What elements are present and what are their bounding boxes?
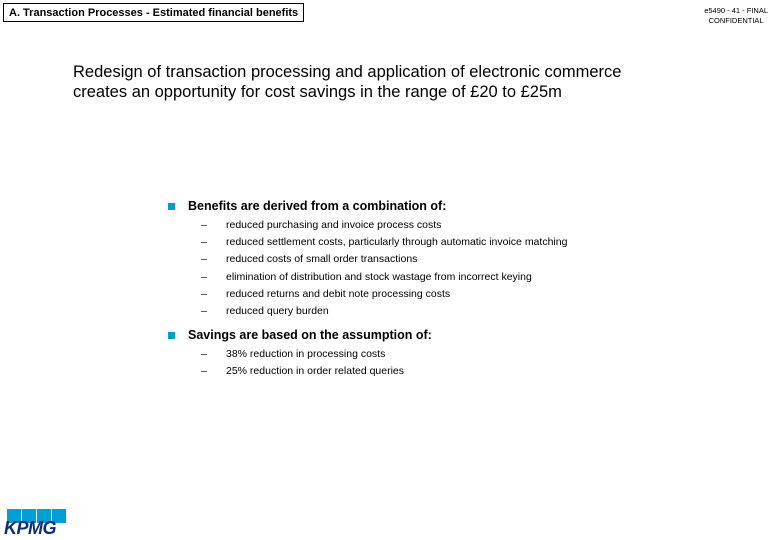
dash-bullet: –: [201, 270, 207, 283]
savings-group: [168, 326, 432, 380]
headline-line-2: creates an opportunity for cost savings in the range of £20 to £25m: [73, 83, 562, 101]
list-item: [168, 286, 567, 303]
headline: [73, 62, 763, 102]
list-item-text: 38% reduction in processing costs: [226, 348, 386, 360]
headline-line-1: Redesign of transaction processing and application of electronic commerce: [73, 63, 622, 81]
list-item: [168, 269, 567, 286]
square-bullet-icon: [168, 203, 175, 210]
list-item-text: reduced settlement costs, particularly through automatic invoice matching: [226, 236, 568, 249]
list-item-text: 25% reduction in order related queries: [226, 365, 405, 378]
dash-bullet: –: [201, 305, 207, 318]
dash-bullet: –: [201, 287, 207, 300]
kpmg-logo: [4, 509, 66, 537]
benefits-heading: [168, 197, 567, 215]
dash-bullet: –: [201, 253, 207, 266]
list-item: [168, 251, 567, 268]
dash-bullet: –: [201, 219, 207, 231]
benefits-list: [168, 217, 567, 320]
square-bullet-icon: [168, 332, 175, 339]
list-item-text: reduced query burden: [226, 305, 329, 318]
savings-list: [168, 346, 432, 380]
document-reference: [704, 6, 768, 26]
list-item-text: reduced returns and debit note processing costs: [226, 287, 451, 300]
logo-text: KPMG: [4, 518, 56, 538]
savings-heading-text: Savings are based on the assumption of:: [188, 328, 432, 342]
list-item-text: reduced purchasing and invoice process costs: [226, 219, 442, 231]
section-title: A. Transaction Processes - Estimated financial benefits: [3, 3, 304, 22]
dash-bullet: –: [201, 348, 207, 360]
list-item: [168, 303, 567, 320]
list-item: [168, 346, 432, 363]
list-item-text: reduced costs of small order transactions: [226, 253, 418, 266]
list-item: [168, 363, 432, 380]
list-item: [168, 234, 567, 251]
list-item: [168, 217, 567, 234]
benefits-heading-text: Benefits are derived from a combination of:: [188, 199, 447, 213]
dash-bullet: –: [201, 365, 207, 378]
document-reference-code: e5490 - 41 - FINAL: [704, 6, 768, 15]
dash-bullet: –: [201, 236, 207, 249]
list-item-text: elimination of distribution and stock wastage from incorrect keying: [226, 270, 532, 283]
benefits-group: [168, 197, 567, 320]
confidential-label: CONFIDENTIAL: [708, 16, 764, 25]
savings-heading: [168, 326, 432, 344]
